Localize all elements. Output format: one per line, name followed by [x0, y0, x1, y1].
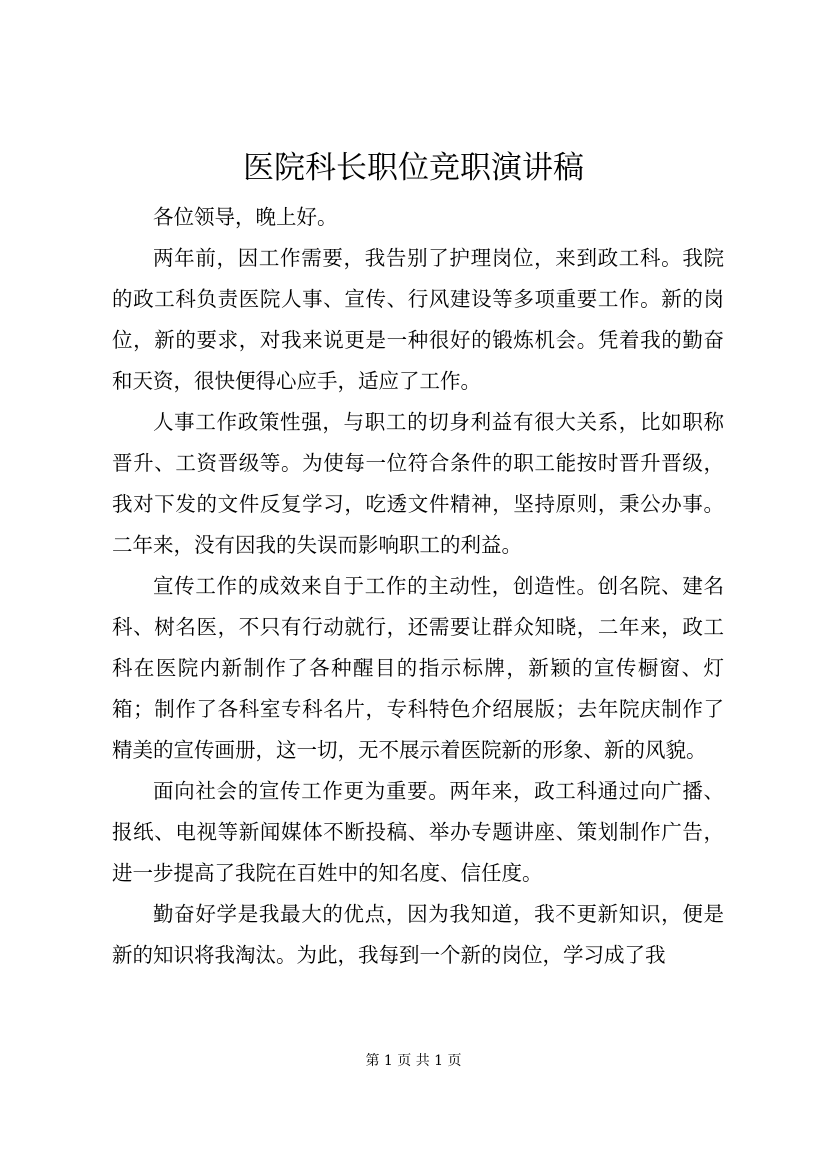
paragraph-greeting: 各位领导，晚上好。 — [153, 205, 338, 229]
paragraph-background: 两年前，因工作需要，我告别了护理岗位，来到政工科。我院的政工科负责医院人事、宣传、行风建设等多项重要工作。新的岗位，新的要求，对我来说更是一种很好的锻炼机会。凭着我的勤奋和天资，很快便得心应手，适应了工作。 — [112, 246, 724, 393]
paragraph-personnel: 人事工作政策性强，与职工的切身利益有很大关系，比如职称晋升、工资晋级等。为使每一位符合条件的职工能按时晋升晋级，我对下发的文件反复学习，吃透文件精神，坚持原则，秉公办事。二年来，没有因我的失误而影响职工的利益。 — [112, 410, 724, 557]
document-body — [112, 197, 724, 976]
paragraph-study: 勤奋好学是我最大的优点，因为我知道，我不更新知识，便是新的知识将我淘汰。为此，我每到一个新的岗位，学习成了我 — [112, 902, 724, 967]
document-title: 医院科长职位竞职演讲稿 — [243, 150, 584, 186]
paragraph-social-publicity: 面向社会的宣传工作更为重要。两年来，政工科通过向广播、报纸、电视等新闻媒体不断投稿、举办专题讲座、策划制作广告，进一步提高了我院在百姓中的知名度、信任度。 — [112, 779, 724, 885]
page-footer: 第 1 页 共 1 页 — [365, 1053, 462, 1069]
paragraph-publicity: 宣传工作的成效来自于工作的主动性，创造性。创名院、建名科、树名医，不只有行动就行，还需要让群众知晓，二年来，政工科在医院内新制作了各种醒目的指示标牌，新颖的宣传橱窗、灯箱；制作了各科室专科名片，专科特色介绍展版；去年院庆制作了精美的宣传画册，这一切，无不展示着医院新的形象、新的风貌。 — [112, 574, 724, 762]
